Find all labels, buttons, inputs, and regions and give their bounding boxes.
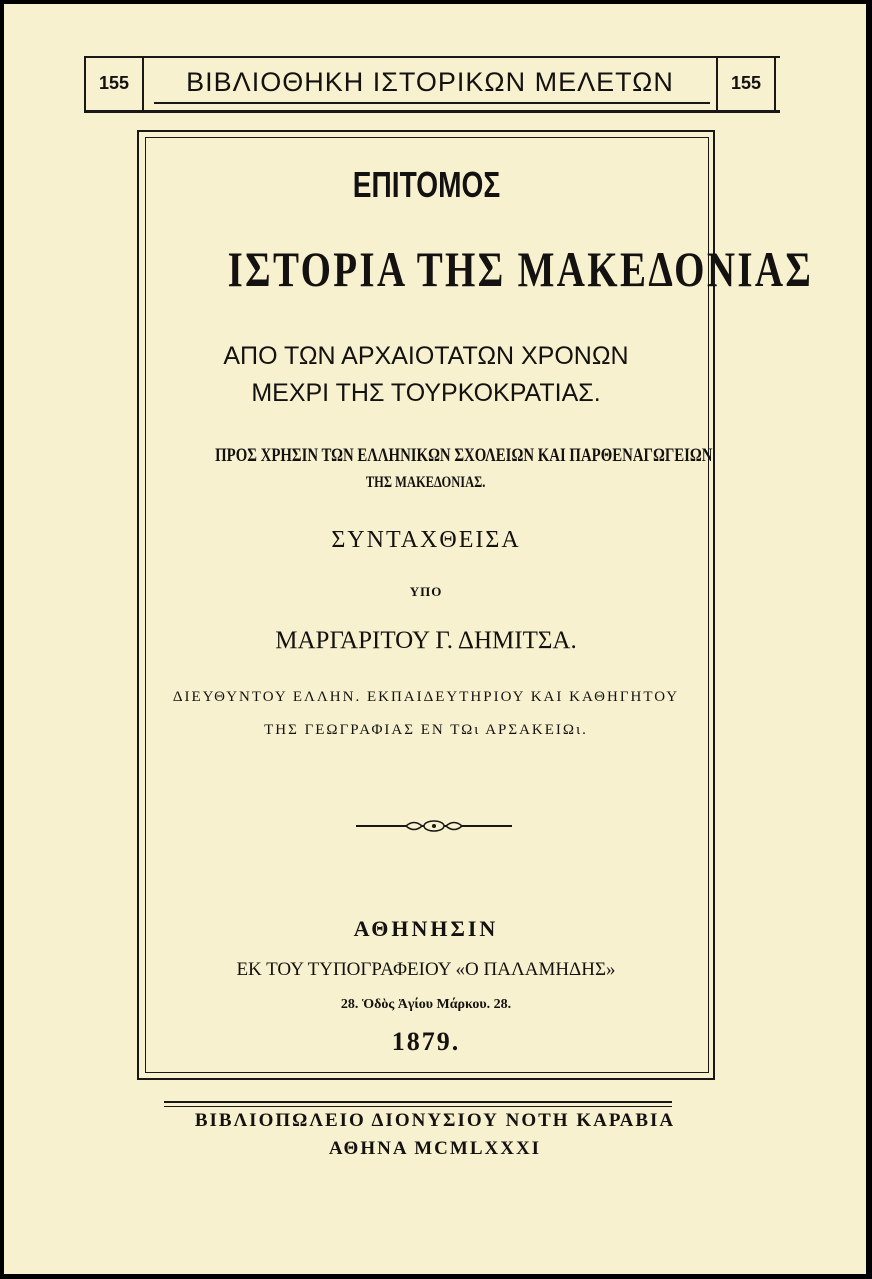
purpose-line-2-text: ΤΗΣ ΜΑΚΕΔΟΝΙΑΣ. <box>366 474 486 491</box>
series-title: ΒΙΒΛΙΟΘΗΚΗ ΙΣΤΟΡΙΚΩΝ ΜΕΛΕΤΩΝ <box>186 66 674 97</box>
imprint-rule-thick <box>164 1101 672 1103</box>
publication-place-year: ΑΘΗΝΑ MCMLXXXI <box>328 1138 542 1159</box>
compiled-label: ΣΥΝΤΑΧΘΕΙΣΑ <box>331 527 521 553</box>
by-label: ΥΠΟ <box>409 584 443 599</box>
imprint-rule-thin <box>164 1106 672 1107</box>
city: ΑΘΗΝΗΣΙΝ <box>353 916 499 941</box>
subtitle-line-2: ΜΕΧΡΙ ΤΗΣ ΤΟΥΡΚΟΚΡΑΤΙΑΣ. <box>251 379 601 407</box>
series-title-underline <box>154 102 710 104</box>
purpose-line-1 <box>145 445 713 467</box>
series-number-left: 155 <box>84 56 144 110</box>
series-top-rule <box>84 56 780 58</box>
rule-ornament-icon <box>354 816 514 836</box>
main-title-text: ΙΣΤΟΡΙΑ ΤΗΣ ΜΑΚΕΔΟΝΙΑΣ <box>227 241 814 297</box>
printer: ΕΚ ΤΟΥ ΤΥΠΟΓΡΑΦΕΙΟΥ «Ο ΠΑΛΑΜΗΔΗΣ» <box>236 959 616 980</box>
title-epitomos <box>145 164 707 206</box>
series-number-right: 155 <box>716 56 776 110</box>
main-title <box>145 240 814 298</box>
series-bottom-rule <box>84 110 780 113</box>
book-cover <box>4 4 866 1274</box>
purpose-line-2 <box>145 474 707 492</box>
subtitle-line-1: ΑΠΟ ΤΩΝ ΑΡΧΑΙΟΤΑΤΩΝ ΧΡΟΝΩΝ <box>223 342 629 370</box>
purpose-line-1-text: ΠΡΟΣ ΧΡΗΣΙΝ ΤΩΝ ΕΛΛΗΝΙΚΩΝ ΣΧΟΛΕΙΩΝ ΚΑΙ ΠΑΡΘΕΝΑΓΩΓΕΙΩΝ <box>215 445 713 466</box>
author-role-line-1: ΔΙΕΥΘΥΝΤΟΥ ΕΛΛΗΝ. ΕΚΠΑΙΔΕΥΤΗΡΙΟΥ ΚΑΙ ΚΑΘΗΓΗΤΟΥ <box>172 689 680 705</box>
publication-year: 1879. <box>391 1027 461 1056</box>
title-epitomos-text: ΕΠΙΤΟΜΟΣ <box>352 164 500 205</box>
author-name: ΜΑΡΓΑΡΙΤΟΥ Γ. ΔΗΜΙΤΣΑ. <box>275 627 577 654</box>
publisher: ΒΙΒΛΙΟΠΩΛΕΙΟ ΔΙΟΝΥΣΙΟΥ ΝΟΤΗ ΚΑΡΑΒΙΑ <box>194 1110 676 1131</box>
author-role-line-2: ΤΗΣ ΓΕΩΓΡΑΦΙΑΣ ΕΝ ΤΩι ΑΡΣΑΚΕΙΩι. <box>264 722 588 738</box>
printer-address: 28. Ὁδὸς Ἁγίου Μάρκου. 28. <box>340 997 512 1012</box>
